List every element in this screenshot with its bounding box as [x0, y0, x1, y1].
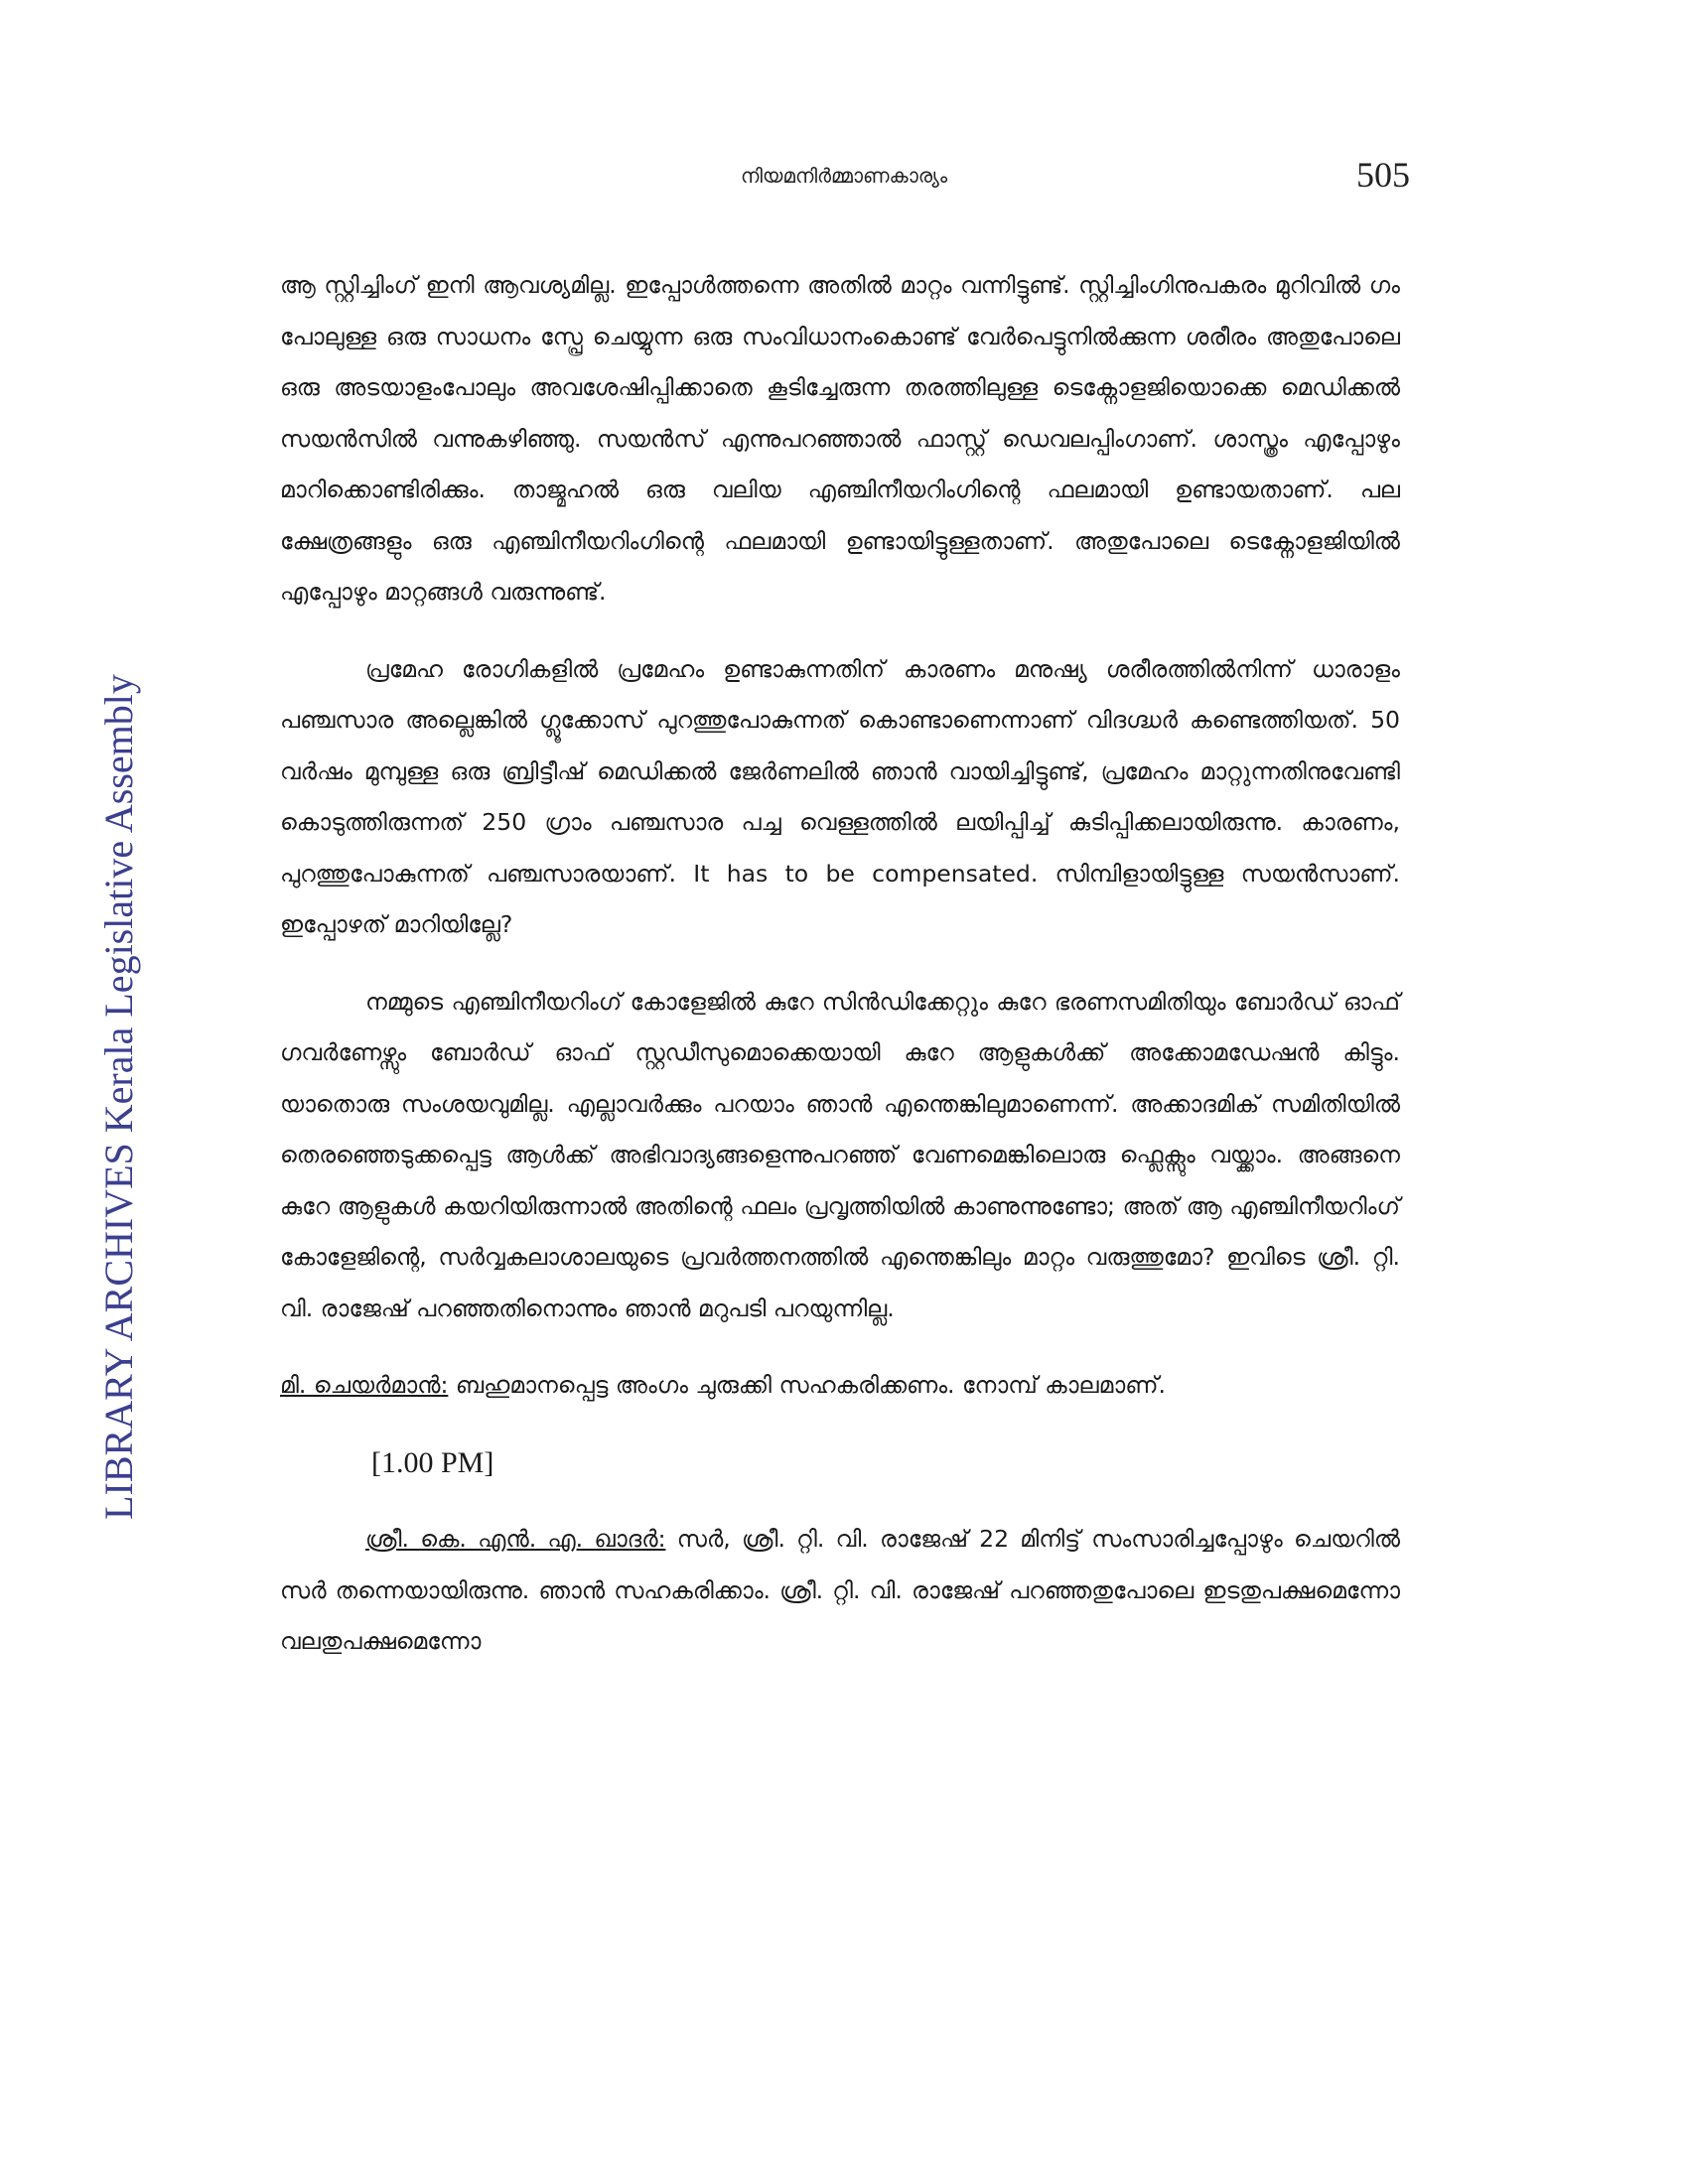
timestamp: [1.00 PM] [371, 1445, 494, 1479]
member-remark [280, 1514, 1400, 1668]
speaker-name-chairman: മി. ചെയർമാൻ: [280, 1371, 449, 1399]
chair-remark [280, 1360, 1400, 1412]
library-archives-watermark: LIBRARY ARCHIVES Kerala Legislative Assembly [96, 674, 141, 1520]
speaker-name-khader: ശ്രീ. കെ. എൻ. എ. ഖാദർ: [365, 1525, 666, 1553]
page-body [280, 260, 1400, 1694]
paragraph-diabetes: പ്രമേഹ രോഗികളിൽ പ്രമേഹം ഉണ്ടാകുന്നതിന് കാരണം മനുഷ്യ ശരീരത്തിൽനിന്ന് ധാരാളം പഞ്ചസാര അല്ലെങ്കിൽ ഗ്ലൂക്കോസ് പുറത്തുപോകുന്നത് കൊണ്ടാണെന്നാണ് വിദഗ്ദ്ധർ കണ്ടെത്തിയത്. 50 വർഷം മുമ്പുള്ള ഒരു ബ്രിട്ടീഷ് മെഡിക്കൽ ജേർണലിൽ ഞാൻ വായിച്ചിട്ടുണ്ട്, പ്രമേഹം മാറ്റുന്നതിനുവേണ്ടി കൊടുത്തിരുന്നത് 250 ഗ്രാം പഞ്ചസാര പച്ച വെള്ളത്തിൽ ലയിപ്പിച്ച് കുടിപ്പിക്കലായിരുന്നു. കാരണം, പുറത്തുപോകുന്നത് പഞ്ചസാരയാണ്. It has to be compensated. സിമ്പിളായിട്ടുള്ള സയൻസാണ്. ഇപ്പോഴത് മാറിയില്ലേ? [280, 654, 1400, 938]
member-remark-text: സർ, ശ്രീ. റ്റി. വി. രാജേഷ് 22 മിനിട്ട് സംസാരിച്ചപ്പോഴും ചെയറിൽ സർ തന്നെയായിരുന്നു. ഞാൻ സഹകരിക്കാം. ശ്രീ. റ്റി. വി. രാജേഷ് പറഞ്ഞതുപോലെ ഇടതുപക്ഷമെന്നോ വലതുപക്ഷമെന്നോ [280, 1525, 1401, 1655]
paragraph-engineering-college: നമ്മുടെ എഞ്ചിനീയറിംഗ് കോളേജിൽ കുറേ സിൻഡിക്കേറ്റും കുറേ ഭരണസമിതിയും ബോർഡ് ഓഫ് ഗവർണേഴ്സും ബോർഡ് ഓഫ് സ്റ്റഡീസുമൊക്കെയായി കുറേ ആളുകൾക്ക് അക്കോമഡേഷൻ കിട്ടും. യാതൊരു സംശയവുമില്ല. എല്ലാവർക്കും പറയാം ഞാൻ എന്തെങ്കിലുമാണെന്ന്. അക്കാദമിക് സമിതിയിൽ തെരഞ്ഞെടുക്കപ്പെട്ട ആൾക്ക് അഭിവാദ്യങ്ങളെന്നുപറഞ്ഞ് വേണമെങ്കിലൊരു ഫ്ലെക്സും വയ്ക്കാം. അങ്ങനെ കുറേ ആളുകൾ കയറിയിരുന്നാൽ അതിന്റെ ഫലം പ്രവൃത്തിയിൽ കാണുന്നുണ്ടോ; അത് ആ എഞ്ചിനീയറിംഗ് കോളേജിന്റെ, സർവ്വകലാശാലയുടെ പ്രവർത്തനത്തിൽ എന്തെങ്കിലും മാറ്റം വരുത്തുമോ? ഇവിടെ ശ്രീ. റ്റി. വി. രാജേഷ് പറഞ്ഞതിനൊന്നും ഞാൻ മറുപടി പറയുന്നില്ല. [280, 987, 1400, 1322]
chair-remark-text: ബഹുമാനപ്പെട്ട അംഗം ചുരുക്കി സഹകരിക്കണം. നോമ്പ് കാലമാണ്. [448, 1371, 1167, 1399]
page-number: 505 [1356, 155, 1410, 195]
running-title: നിയമനിർമ്മാണകാര്യം [740, 164, 948, 188]
page-header [278, 154, 1410, 204]
paragraph-technology: ആ സ്റ്റിച്ചിംഗ് ഇനി ആവശ്യമില്ല. ഇപ്പോൾത്തന്നെ അതിൽ മാറ്റം വന്നിട്ടുണ്ട്. സ്റ്റിച്ചിംഗിനുപകരം മുറിവിൽ ഗം പോലുള്ള ഒരു സാധനം സ്പ്രേ ചെയ്യുന്ന ഒരു സംവിധാനംകൊണ്ട് വേർപെട്ടുനിൽക്കുന്ന ശരീരം അതുപോലെ ഒരു അടയാളംപോലും അവശേഷിപ്പിക്കാതെ കൂടിച്ചേരുന്ന തരത്തിലുള്ള ടെക്നോളജിയൊക്കെ മെഡിക്കൽ സയൻസിൽ വന്നുകഴിഞ്ഞു. സയൻസ് എന്നുപറഞ്ഞാൽ ഫാസ്റ്റ് ഡെവലപ്പിംഗാണ്. ശാസ്ത്രം എപ്പോഴും മാറിക്കൊണ്ടിരിക്കും. താജ്മഹൽ ഒരു വലിയ എഞ്ചിനീയറിംഗിന്റെ ഫലമായി ഉണ്ടായതാണ്. പല ക്ഷേത്രങ്ങളും ഒരു എഞ്ചിനീയറിംഗിന്റെ ഫലമായി ഉണ്ടായിട്ടുള്ളതാണ്. അതുപോലെ ടെക്നോളജിയിൽ എപ്പോഴും മാറ്റങ്ങൾ വരുന്നുണ്ട്. [280, 271, 1400, 606]
